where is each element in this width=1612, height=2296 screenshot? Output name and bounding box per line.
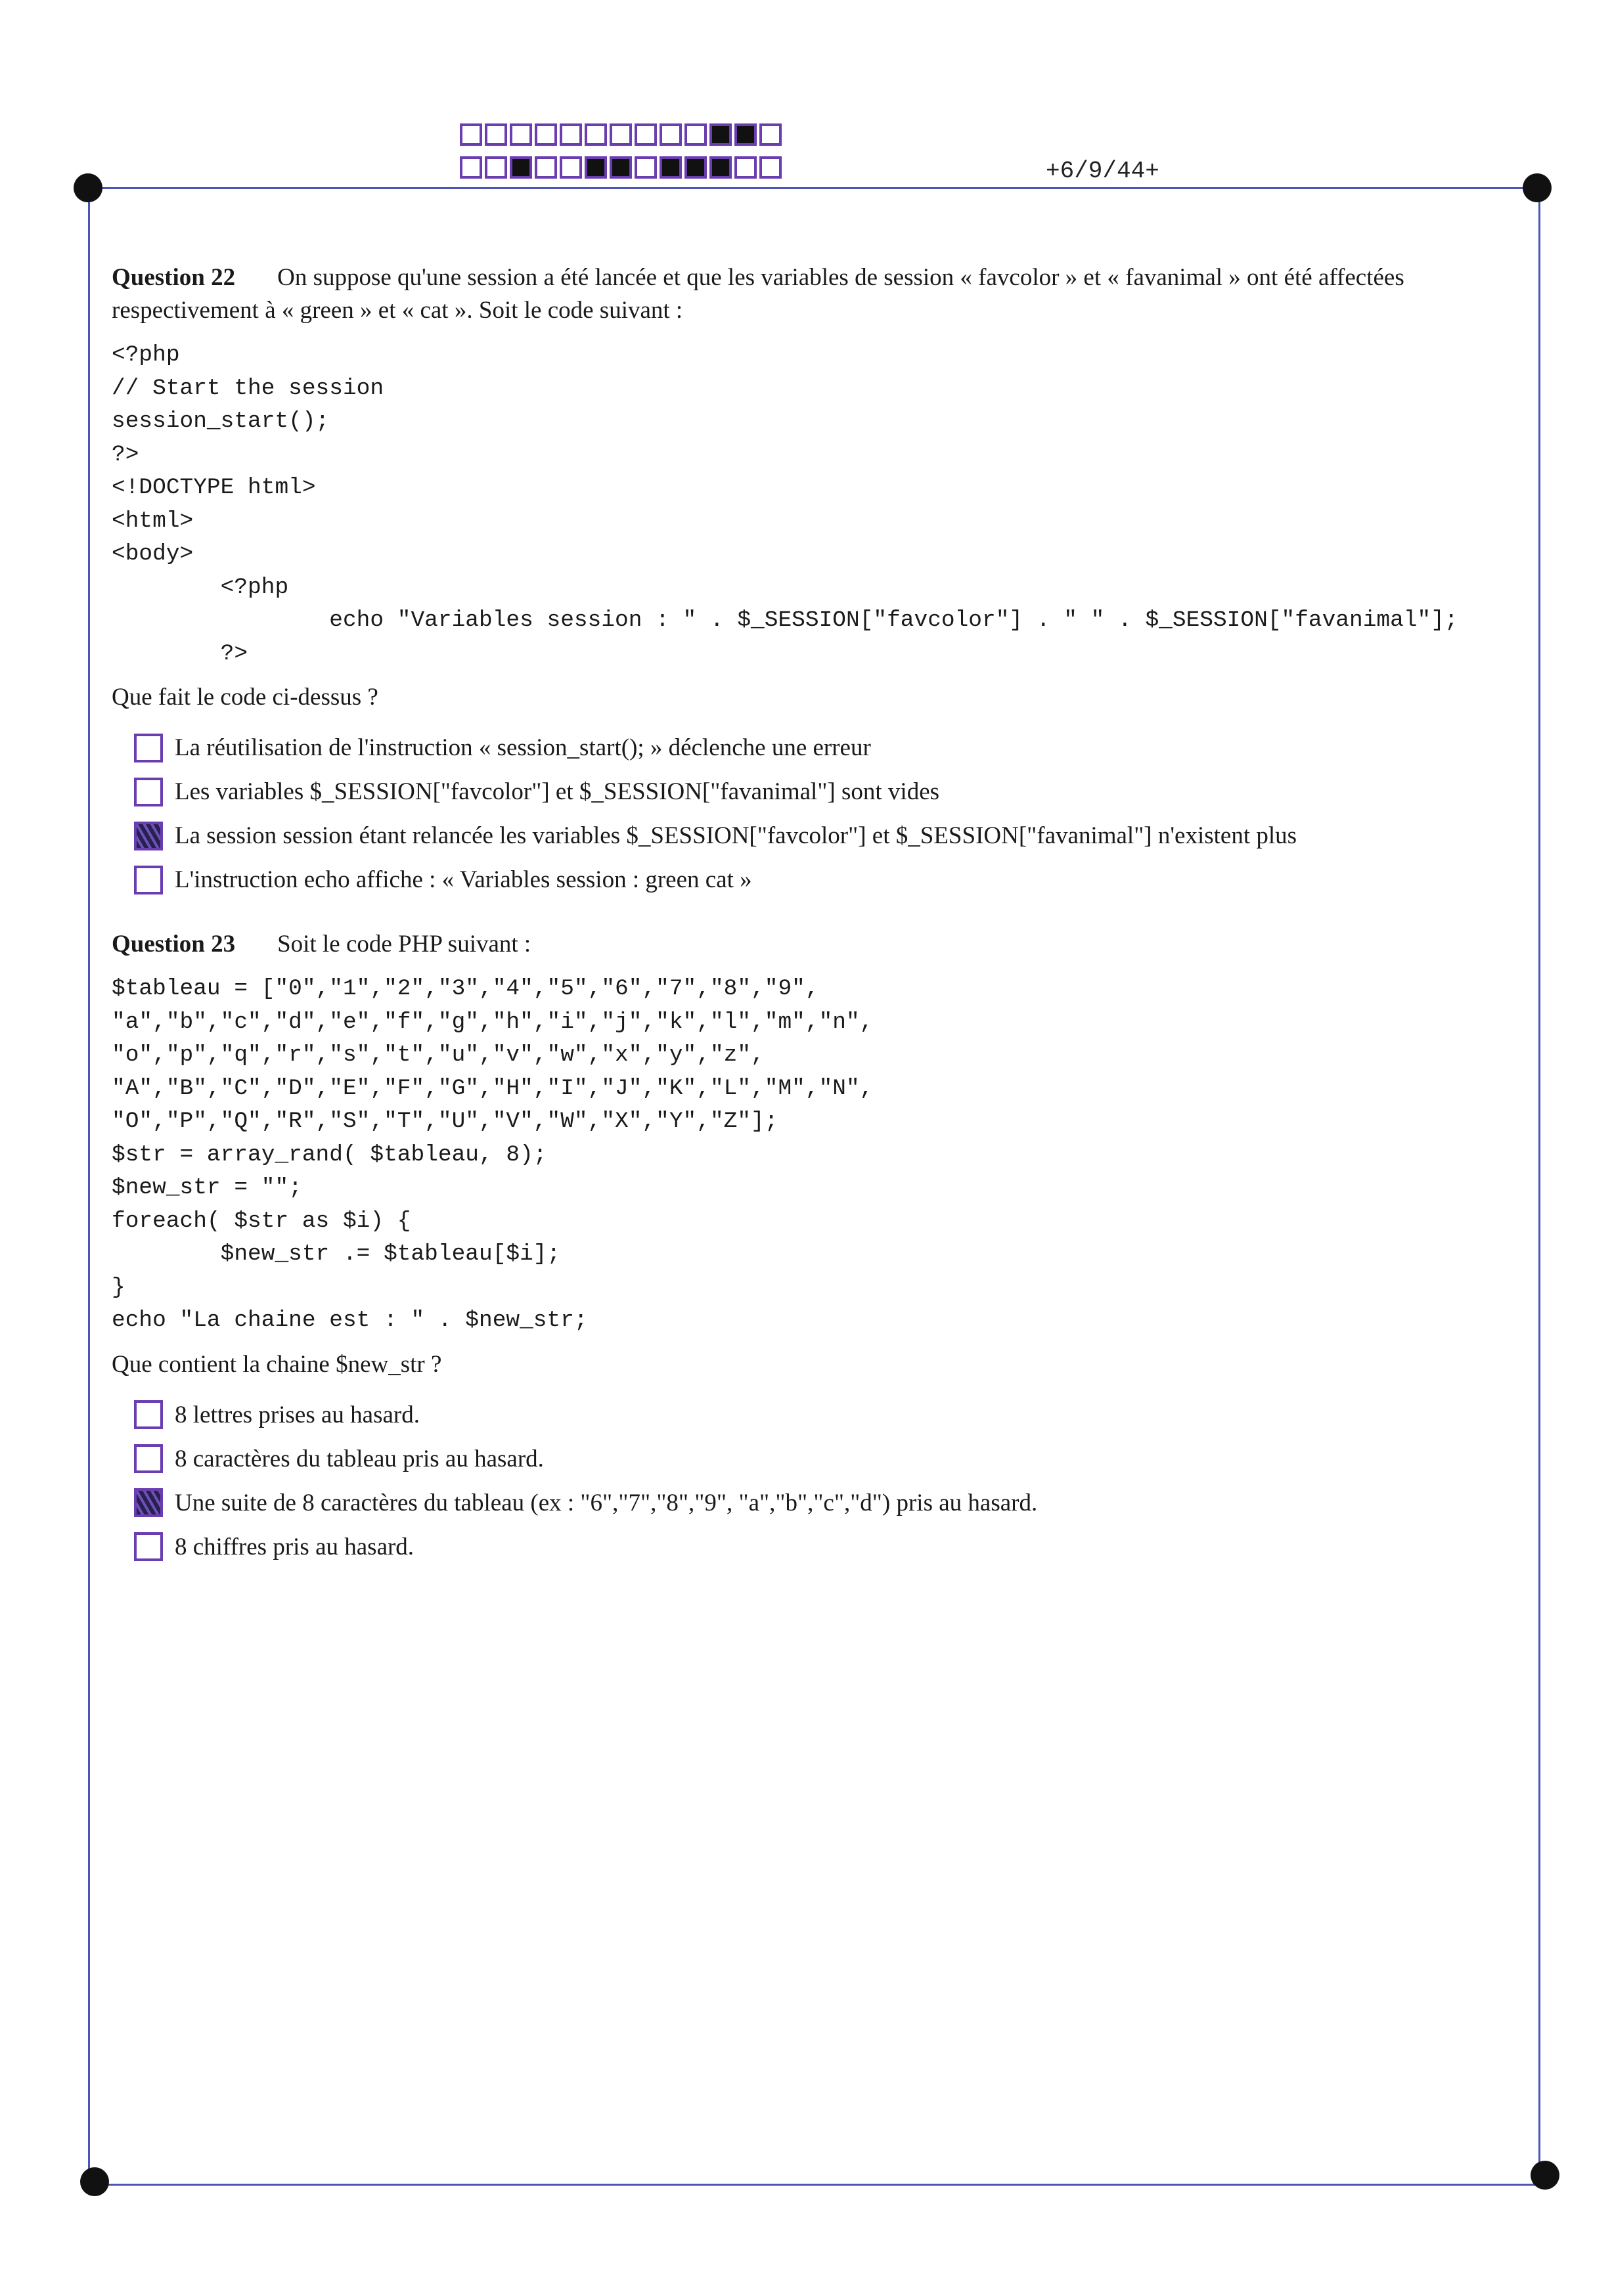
barcode-cell	[635, 123, 657, 146]
answer-option[interactable]	[112, 1393, 1537, 1437]
barcode-cell	[460, 123, 482, 146]
question-statement	[112, 261, 1537, 327]
barcode-cell	[585, 123, 607, 146]
corner-mark-top-left	[74, 173, 102, 202]
corner-mark-bottom-left	[80, 2167, 109, 2196]
barcode-cell	[610, 123, 632, 146]
answer-checkbox[interactable]	[134, 1444, 163, 1473]
barcode-cell	[734, 123, 757, 146]
barcode-cell	[485, 123, 507, 146]
barcode-cell	[535, 123, 557, 146]
question-statement	[112, 928, 1537, 961]
barcode-cell	[709, 123, 732, 146]
barcode-cell	[709, 156, 732, 179]
barcode-cell	[759, 123, 782, 146]
corner-mark-top-right	[1523, 173, 1552, 202]
answer-checkbox[interactable]	[134, 734, 163, 762]
barcode-cell	[460, 156, 482, 179]
barcode-cell	[734, 156, 757, 179]
answer-option[interactable]	[112, 814, 1537, 858]
question-prompt: Que fait le code ci-dessus ?	[112, 684, 378, 711]
corner-mark-bottom-right	[1531, 2161, 1559, 2190]
barcode-cell	[560, 156, 582, 179]
answer-checkbox[interactable]	[134, 822, 163, 850]
barcode-row-2	[460, 156, 782, 179]
question-text: Soit le code PHP suivant :	[277, 931, 531, 958]
barcode-cell	[510, 123, 532, 146]
question-22	[112, 261, 1537, 902]
barcode-cell	[684, 156, 707, 179]
question-23	[112, 928, 1537, 1569]
code-block: <?php // Start the session session_start(); ?> <!DOCTYPE html> <html> <body> <?php echo "Variables session : " . $_SESSION["favcolor"] . " " . $_SESSION["favanimal"]; ?>	[112, 342, 1458, 667]
answer-text: Les variables $_SESSION["favcolor"] et $_SESSION["favanimal"] sont vides	[175, 778, 940, 805]
answer-text: 8 lettres prises au hasard.	[175, 1401, 420, 1428]
answer-list	[112, 1393, 1537, 1569]
barcode-cell	[585, 156, 607, 179]
answer-text: L'instruction echo affiche : « Variables session : green cat »	[175, 866, 752, 893]
answer-checkbox[interactable]	[134, 1488, 163, 1517]
question-sheet	[112, 261, 1537, 1569]
barcode-cell	[635, 156, 657, 179]
barcode-row-1	[460, 123, 782, 146]
answer-text: Une suite de 8 caractères du tableau (ex : "6","7","8","9", "a","b","c","d") pris au hasard.	[175, 1489, 1038, 1516]
barcode-cell	[535, 156, 557, 179]
barcode-cell	[660, 156, 682, 179]
frame-bottom-line	[95, 2184, 1548, 2186]
question-label: Question 22	[112, 264, 236, 291]
frame-top-line	[88, 187, 1537, 189]
answer-text: 8 chiffres pris au hasard.	[175, 1533, 414, 1560]
answer-checkbox[interactable]	[134, 1532, 163, 1561]
question-text: On suppose qu'une session a été lancée et que les variables de session « favcolor » et « favanimal » ont été affectées respectivement à « green » et « cat ». Soit le code suivant :	[112, 264, 1404, 324]
answer-list	[112, 726, 1537, 902]
question-prompt: Que contient la chaine $new_str ?	[112, 1350, 442, 1378]
frame-left-line	[88, 187, 90, 2186]
answer-option[interactable]	[112, 1525, 1537, 1569]
frame-right-line	[1538, 187, 1540, 2186]
answer-option[interactable]	[112, 726, 1537, 770]
barcode-cell	[684, 123, 707, 146]
answer-option[interactable]	[112, 858, 1537, 902]
answer-text: 8 caractères du tableau pris au hasard.	[175, 1445, 544, 1472]
answer-checkbox[interactable]	[134, 866, 163, 894]
barcode-cell	[560, 123, 582, 146]
question-label: Question 23	[112, 931, 236, 958]
answer-checkbox[interactable]	[134, 1400, 163, 1429]
barcode-cell	[610, 156, 632, 179]
page-id: +6/9/44+	[1046, 158, 1159, 185]
answer-option[interactable]	[112, 770, 1537, 814]
answer-text: La session session étant relancée les variables $_SESSION["favcolor"] et $_SESSION["favanimal"] n'existent plus	[175, 822, 1297, 849]
answer-option[interactable]	[112, 1481, 1537, 1525]
barcode-cell	[485, 156, 507, 179]
answer-checkbox[interactable]	[134, 778, 163, 806]
answer-option[interactable]	[112, 1437, 1537, 1481]
code-block: $tableau = ["0","1","2","3","4","5","6","7","8","9", "a","b","c","d","e","f","g","h","i","j","k","l","m","n", "o","p","q","r","s","t","u","v","w","x","y","z", "A","B","C","D","E","F","G","H","I","J","K","L","M","N", "O","P","Q","R","S","T","U","V","W","X","Y","Z"]; $str = array_rand( $tableau, 8); $new_str = ""; foreach( $str as $i) { $new_str .= $tableau[$i]; } echo "La chaine est : " . $new_str;	[112, 976, 874, 1333]
answer-text: La réutilisation de l'instruction « session_start(); » déclenche une erreur	[175, 734, 871, 761]
barcode-cell	[510, 156, 532, 179]
barcode-cell	[660, 123, 682, 146]
barcode-cell	[759, 156, 782, 179]
